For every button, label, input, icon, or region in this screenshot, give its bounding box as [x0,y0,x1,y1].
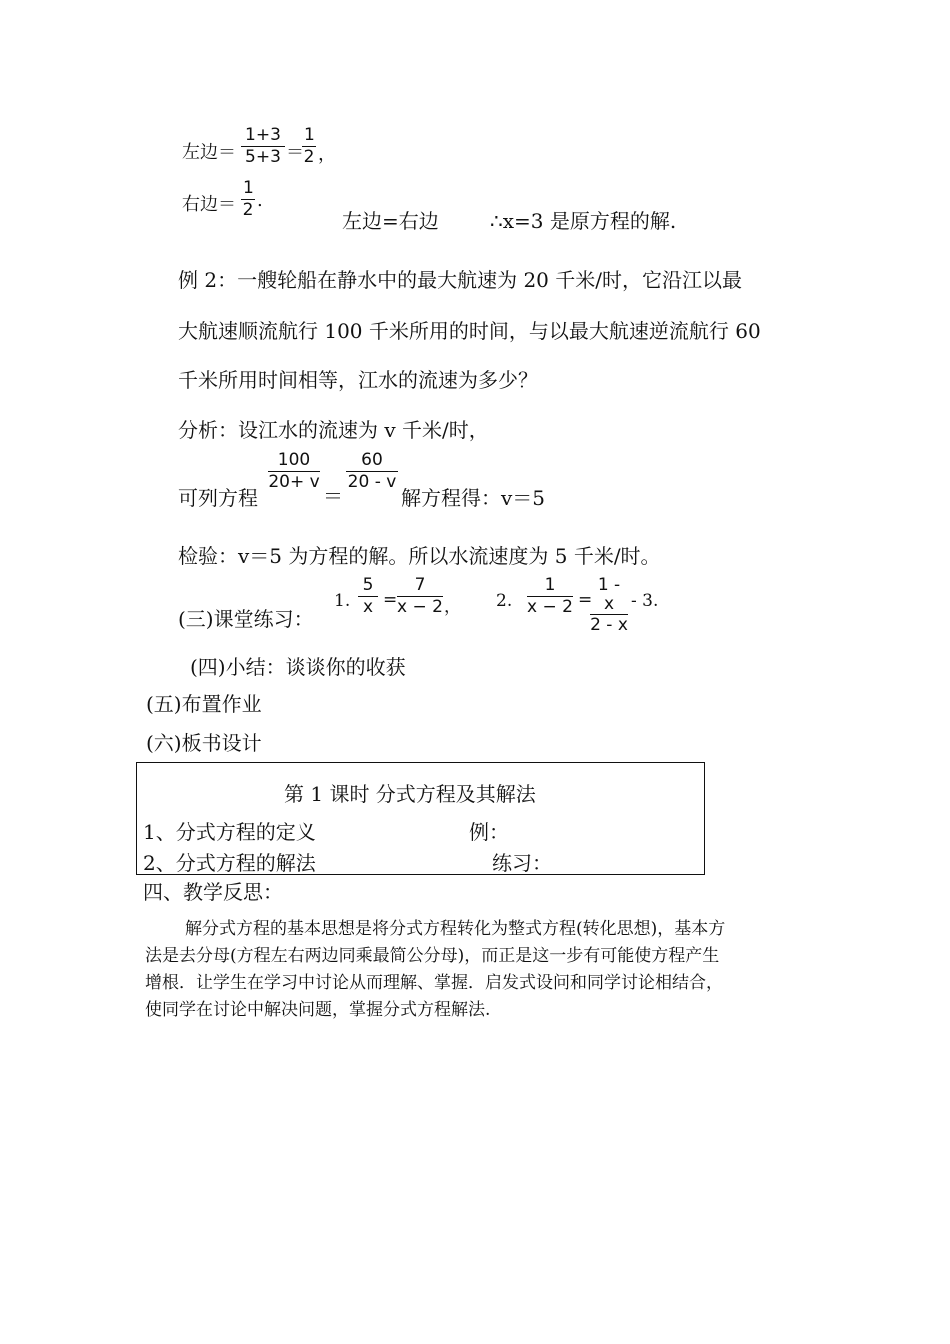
reflection-heading: 四、教学反思： [143,880,283,904]
equals-sign: = [383,590,398,610]
fraction [241,126,285,166]
right-side-label: 右边＝ [182,194,236,215]
board-row2-right: 练习： [492,851,552,875]
left-side-label: 左边＝ [182,142,236,163]
denominator: x − 2 [527,596,573,617]
numerator: 1 - x [590,576,628,615]
summary-heading: (四)小结：谈谈你的收获 [190,655,406,679]
reflection-line3: 增根．让学生在学习中讨论从而理解、掌握．启发式设问和同学讨论相结合， [145,973,723,993]
numerator: 1+3 [241,126,285,147]
example2-line3: 千米所用时间相等，江水的流速为多少？ [178,368,538,392]
item-number: 2. [496,591,513,611]
numerator: 5 [358,576,378,597]
fraction [590,576,628,635]
board-design-heading: (六)板书设计 [146,731,262,755]
reflection-line1: 解分式方程的基本思想是将分式方程转化为整式方程(转化思想)，基本方 [185,919,726,939]
equation-prefix: 可列方程 [178,486,258,510]
denominator: 20 - v [347,471,397,492]
board-title: 第 1 课时 分式方程及其解法 [284,782,536,806]
board-design-box [136,762,705,875]
board-row1-left: 1、分式方程的定义 [143,820,316,844]
fraction [397,576,443,616]
numerator: 1 [304,125,315,145]
numerator: 60 [346,451,398,472]
denominator: 2 [303,146,315,167]
example2-line1: 例 2：一艘轮船在静水中的最大航速为 20 千米/时，它沿江以最 [178,268,742,292]
verification-text: 检验：v＝5 为方程的解。所以水流速度为 5 千米/时。 [178,544,661,568]
equals-sign: ＝ [323,484,343,508]
period: . [257,190,263,211]
equals-sign: ＝ [286,142,304,163]
fraction [358,576,378,616]
numerator: 7 [397,576,443,597]
reflection-line4: 使同学在讨论中解决问题，掌握分式方程解法. [145,1000,491,1020]
equation-suffix: 解方程得：v＝5 [401,486,546,510]
fraction [268,451,320,491]
reflection-line2: 法是去分母(方程左右两边同乘最简公分母)，而正是这一步有可能使方程产生 [145,946,720,966]
numerator: 1 [243,178,254,198]
board-row2-left: 2、分式方程的解法 [143,851,316,875]
denominator: 2 [242,199,254,220]
numerator: 100 [268,451,320,472]
comma: ， [444,597,461,617]
minus-three: - 3. [631,591,659,611]
analysis-text: 分析：设江水的流速为 v 千米/时， [178,418,489,442]
left-equals-right: 左边=右边 [342,209,439,233]
fraction [302,126,316,166]
fraction [527,576,573,616]
denominator: x [362,596,374,617]
conclusion-text: ∴x=3 是原方程的解. [490,209,677,233]
denominator: 20+ v [268,471,320,492]
fraction [241,179,255,219]
denominator: 5+3 [245,146,281,167]
practice-label: (三)课堂练习： [178,607,314,631]
denominator: 2 - x [590,615,628,636]
fraction [346,451,398,491]
numerator: 1 [527,576,573,597]
comma: ， [318,144,336,165]
example2-line2: 大航速顺流航行 100 千米所用的时间，与以最大航速逆流航行 60 [178,319,761,343]
homework-heading: (五)布置作业 [146,692,262,716]
equals-sign: = [578,590,593,610]
item-number: 1. [334,591,351,611]
denominator: x − 2 [397,596,443,617]
board-row1-right: 例： [469,820,509,844]
